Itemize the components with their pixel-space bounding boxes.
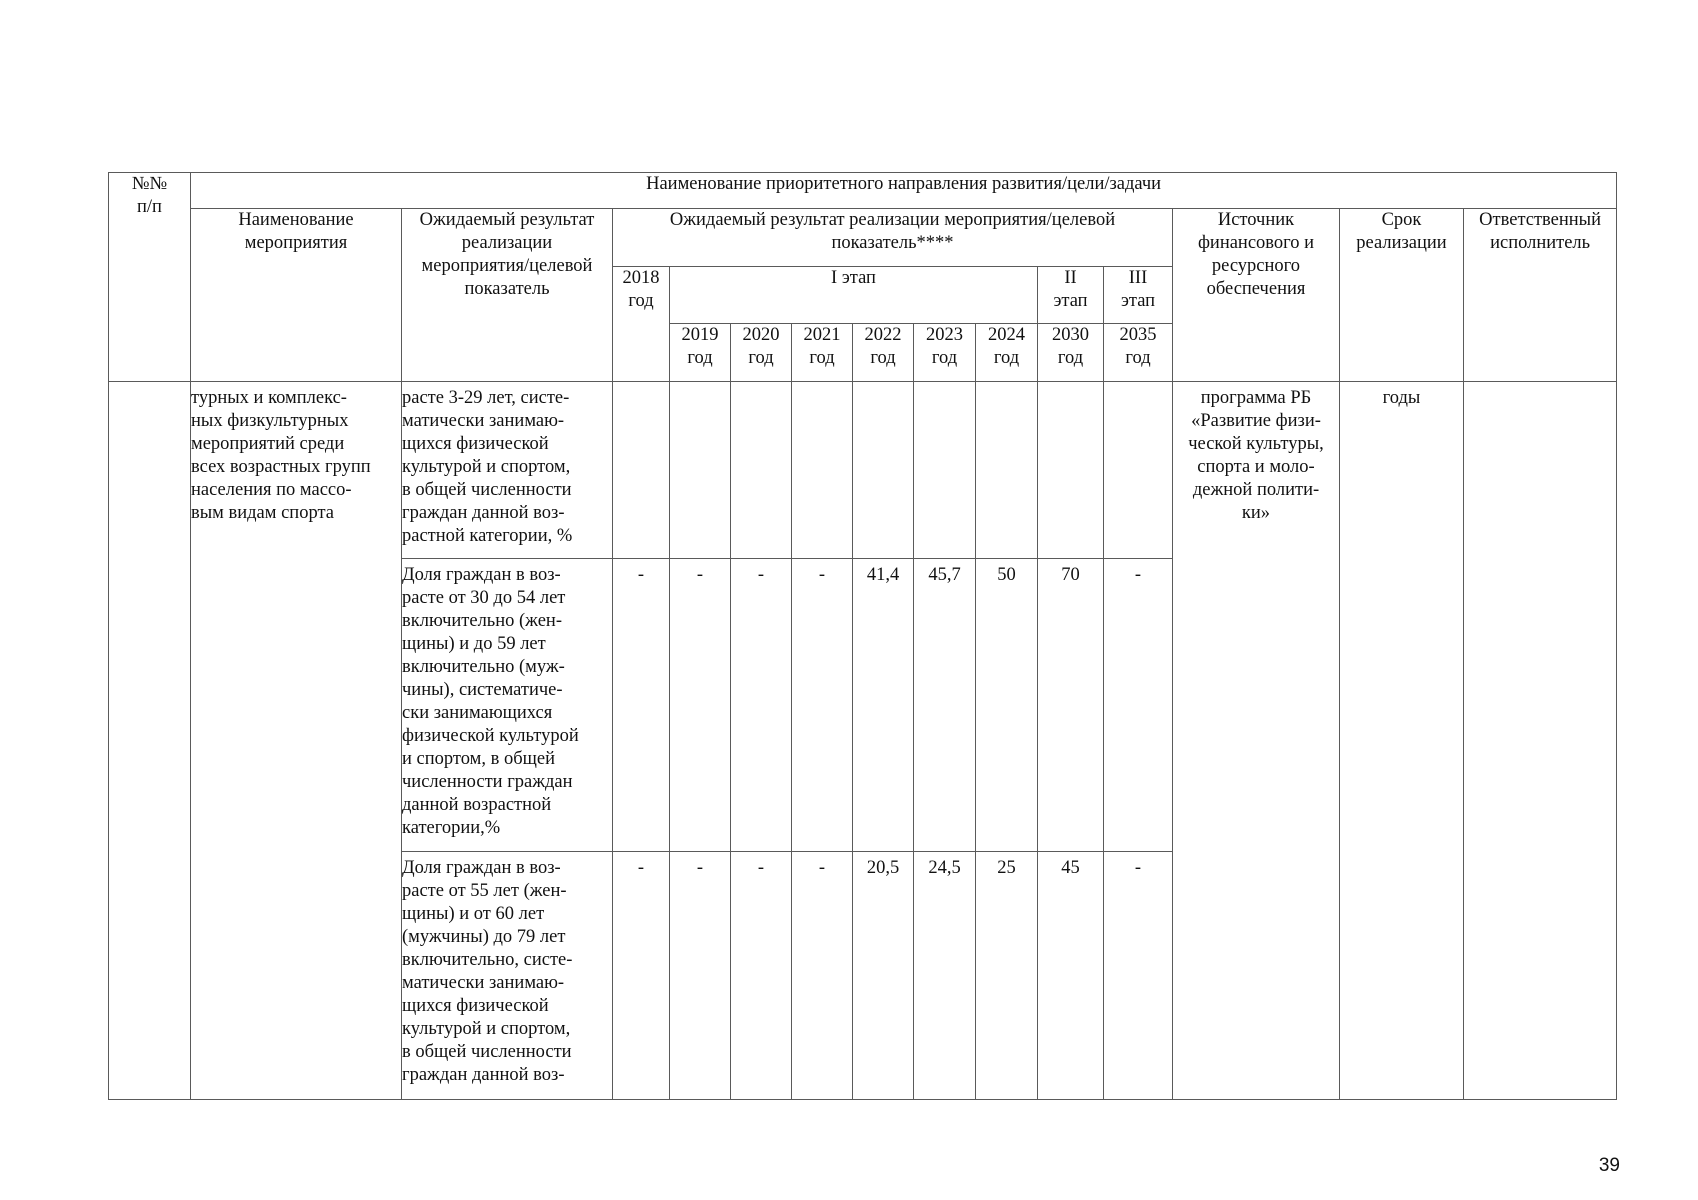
value-cell — [914, 382, 976, 559]
term-cell — [1340, 382, 1464, 1100]
year-label: 2035 год — [1119, 325, 1157, 368]
stage-3-header — [1104, 267, 1173, 324]
value-cell — [731, 852, 792, 1100]
value-text: - — [637, 565, 645, 585]
year-label: 2020 год — [742, 325, 780, 368]
number-header — [109, 173, 191, 382]
value-text: 24,5 — [928, 858, 961, 878]
source-text: программа РБ «Развитие физи- ческой культуры, спорта и моло- дежной полити- ки» — [1188, 388, 1324, 523]
responsible-header — [1464, 209, 1617, 382]
value-cell — [853, 852, 914, 1100]
indicator-cell — [402, 852, 613, 1100]
number-header-label: №№ п/п — [131, 174, 168, 217]
indicator-text: Доля граждан в воз- расте от 30 до 54 лет включительно (жен- щины) и до 59 лет включительно (муж- чины), систематиче- ски занимающихся физической культурой и спортом, в общей численности граждан данной возрастной категории,% — [402, 565, 579, 838]
year-label: 2023 год — [926, 325, 963, 368]
responsible-header-label: Ответственный исполнитель — [1479, 210, 1602, 253]
indicator-text: расте 3-29 лет, систе- матически занимаю- щихся физической культурой и спортом, в общей численности граждан данной воз- растной категории, % — [402, 388, 573, 546]
value-cell — [792, 382, 853, 559]
year-header — [976, 324, 1038, 382]
expected-result-header — [402, 209, 613, 382]
value-text: 25 — [997, 858, 1016, 878]
value-text: - — [1134, 858, 1142, 878]
value-cell — [1038, 559, 1104, 852]
value-text: 41,4 — [866, 565, 900, 585]
year-header — [792, 324, 853, 382]
year-label: 2024 год — [988, 325, 1025, 368]
indicator-text: Доля граждан в воз- расте от 55 лет (жен- щины) и от 60 лет (мужчины) до 79 лет включительно, систе- матически занимаю- щихся физической культурой и спортом, в общей численности граждан данной воз- — [402, 858, 573, 1085]
value-cell — [1038, 382, 1104, 559]
section-title-label: Наименование приоритетного направления развития/цели/задачи — [646, 174, 1162, 194]
value-cell — [792, 559, 853, 852]
value-cell — [731, 559, 792, 852]
activity-name-header — [191, 209, 402, 382]
activity-cell — [191, 382, 402, 1100]
activity-name-header-label: Наименование мероприятия — [238, 210, 354, 253]
expected-result-header-label: Ожидаемый результат реализации мероприятия/целевой показатель — [419, 210, 595, 299]
responsible-cell — [1464, 382, 1617, 1100]
value-cell — [731, 382, 792, 559]
year-2018-label: 2018 год — [622, 268, 660, 311]
year-header — [1038, 324, 1104, 382]
year-label: 2030 год — [1052, 325, 1089, 368]
number-cell — [109, 382, 191, 1100]
value-text: 20,5 — [866, 858, 900, 878]
value-cell — [1038, 852, 1104, 1100]
value-cell — [853, 382, 914, 559]
value-text: 70 — [1061, 565, 1080, 585]
value-text: - — [757, 565, 765, 585]
value-cell — [1104, 382, 1173, 559]
value-cell — [670, 559, 731, 852]
source-cell — [1173, 382, 1340, 1100]
value-text: - — [818, 858, 826, 878]
year-header — [914, 324, 976, 382]
page-number: 39 — [1598, 1155, 1620, 1176]
value-text: - — [696, 565, 704, 585]
section-title — [191, 173, 1617, 209]
stage-1-header — [670, 267, 1038, 324]
source-header-label: Источник финансового и ресурсного обеспечения — [1197, 210, 1315, 299]
year-label: 2019 год — [681, 325, 719, 368]
value-cell — [976, 382, 1038, 559]
expected-indicator-header — [613, 209, 1173, 267]
value-text: 45,7 — [928, 565, 961, 585]
value-cell — [670, 382, 731, 559]
year-header — [1104, 324, 1173, 382]
source-header — [1173, 209, 1340, 382]
value-text: - — [757, 858, 765, 878]
value-text: - — [696, 858, 704, 878]
year-header — [853, 324, 914, 382]
value-cell — [613, 382, 670, 559]
activity-text: турных и комплекс- ных физкультурных мероприятий среди всех возрастных групп населения по массо- вым видам спорта — [191, 388, 371, 523]
stage-1-label: I этап — [831, 268, 876, 288]
stage-3-label: III этап — [1120, 268, 1156, 311]
value-cell — [976, 559, 1038, 852]
indicator-cell — [402, 559, 613, 852]
value-cell — [613, 559, 670, 852]
value-cell — [914, 559, 976, 852]
stage-2-header — [1038, 267, 1104, 324]
year-header — [670, 324, 731, 382]
year-label: 2022 год — [864, 325, 902, 368]
value-cell — [1104, 852, 1173, 1100]
year-2018-header — [613, 267, 670, 382]
year-label: 2021 год — [803, 325, 841, 368]
expected-indicator-header-label: Ожидаемый результат реализации мероприятия/целевой показатель**** — [669, 210, 1116, 253]
value-text: - — [637, 858, 645, 878]
stage-2-label: II этап — [1053, 268, 1088, 311]
value-cell — [613, 852, 670, 1100]
value-cell — [853, 559, 914, 852]
term-header-label: Срок реализации — [1356, 210, 1447, 253]
indicator-cell — [402, 382, 613, 559]
value-cell — [976, 852, 1038, 1100]
value-cell — [792, 852, 853, 1100]
value-text: - — [1134, 565, 1142, 585]
data-table — [108, 172, 1617, 1100]
value-cell — [1104, 559, 1173, 852]
term-text: годы — [1382, 388, 1421, 408]
value-text: 50 — [997, 565, 1016, 585]
value-cell — [914, 852, 976, 1100]
term-header — [1340, 209, 1464, 382]
value-text: - — [818, 565, 826, 585]
value-text: 45 — [1061, 858, 1080, 878]
year-header — [731, 324, 792, 382]
value-cell — [670, 852, 731, 1100]
